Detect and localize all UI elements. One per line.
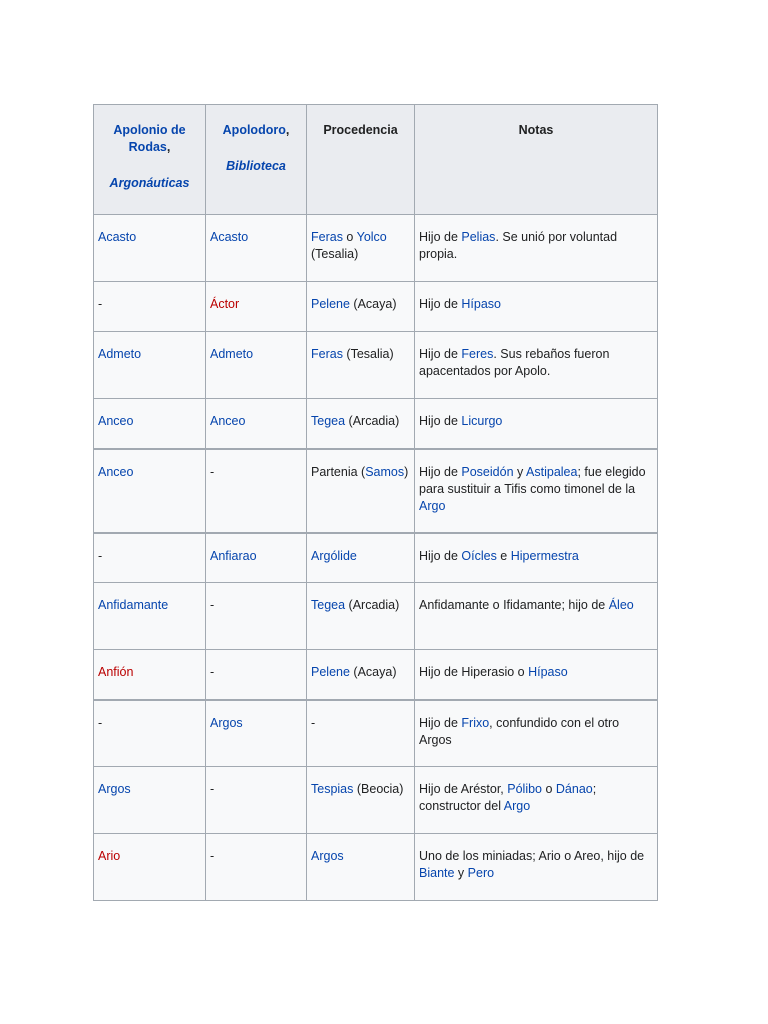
cell-apolodoro [206, 215, 307, 282]
cell-text: o [342, 230, 357, 244]
cell-procedencia [307, 650, 415, 700]
cell-notas [415, 700, 658, 767]
cell-link[interactable]: Pelene [311, 665, 350, 679]
table-row [94, 449, 658, 533]
cell-apolonio [94, 449, 206, 533]
cell-notas [415, 282, 658, 332]
table-row [94, 834, 658, 901]
cell-procedencia [307, 332, 415, 399]
cell-link[interactable]: Argo [419, 498, 446, 513]
cell-apolonio [94, 700, 206, 767]
cell-text: - [98, 548, 103, 563]
table-row [94, 332, 658, 399]
cell-link[interactable]: Admeto [98, 347, 142, 361]
cell-procedencia [307, 834, 415, 901]
cell-apolodoro [206, 583, 307, 650]
cell-link[interactable]: Pelias [461, 230, 496, 244]
cell-apolonio [94, 834, 206, 901]
cell-apolonio [94, 332, 206, 399]
cell-redlink[interactable]: Ario [98, 849, 121, 863]
cell-text: ; constructor del [419, 782, 597, 813]
table-row [94, 399, 658, 449]
cell-text: Hijo de [419, 548, 462, 563]
header-apolodoro-link[interactable]: Apolodoro [222, 123, 286, 137]
cell-text: (Acaya) [349, 665, 397, 679]
cell-apolonio [94, 583, 206, 650]
cell-text: . Se unió por voluntad propia. [419, 230, 618, 261]
cell-redlink[interactable]: Áctor [210, 297, 240, 311]
cell-text: - [210, 665, 215, 679]
header-apolonio [94, 105, 206, 215]
cell-text: (Arcadia) [345, 414, 400, 428]
cell-notas [415, 834, 658, 901]
table-row [94, 215, 658, 282]
cell-link[interactable]: Argos [210, 715, 243, 730]
cell-text: o [542, 782, 556, 796]
cell-text: Hijo de [419, 297, 462, 311]
cell-text: Partenia ( [311, 464, 366, 479]
cell-link[interactable]: Biante [419, 866, 455, 880]
cell-link[interactable]: Pólibo [507, 782, 542, 796]
header-apolodoro [206, 105, 307, 215]
cell-text: Hijo de [419, 230, 462, 244]
cell-procedencia [307, 700, 415, 767]
table-row [94, 650, 658, 700]
cell-apolodoro [206, 332, 307, 399]
cell-apolodoro [206, 700, 307, 767]
cell-procedencia [307, 282, 415, 332]
cell-text: - [210, 849, 215, 863]
cell-notas [415, 650, 658, 700]
cell-text: Hijo de [419, 464, 462, 479]
table-row [94, 583, 658, 650]
cell-text: y [454, 866, 468, 880]
cell-apolonio [94, 399, 206, 449]
cell-link[interactable]: Anceo [98, 414, 134, 428]
cell-apolonio [94, 767, 206, 834]
cell-text: - [210, 782, 215, 796]
cell-link[interactable]: Pelene [311, 297, 350, 311]
cell-link[interactable]: Anfiarao [210, 548, 257, 563]
cell-link[interactable]: Astipalea [526, 464, 578, 479]
cell-apolodoro [206, 834, 307, 901]
cell-text: Uno de los miniadas; Ario o Areo, hijo de [419, 849, 645, 863]
cell-text: Hijo de [419, 347, 462, 361]
cell-link[interactable]: Anceo [210, 414, 246, 428]
cell-text: ) [404, 464, 409, 479]
header-procedencia: Procedencia [307, 105, 415, 215]
cell-text: ; fue elegido para sustituir a Tifis como timonel de la [419, 464, 646, 496]
cell-procedencia [307, 449, 415, 533]
cell-link[interactable]: Argólide [311, 548, 357, 563]
cell-text: (Acaya) [349, 297, 397, 311]
cell-notas [415, 215, 658, 282]
cell-notas [415, 767, 658, 834]
header-argonauticas-link[interactable]: Argonáuticas [109, 176, 190, 190]
cell-link[interactable]: Acasto [210, 230, 249, 244]
cell-text: Hijo de Aréstor, [419, 782, 508, 796]
cell-link[interactable]: Yolco [356, 230, 387, 244]
cell-link[interactable]: Licurgo [461, 414, 503, 428]
header-notas: Notas [415, 105, 658, 215]
cell-apolodoro [206, 449, 307, 533]
cell-apolonio [94, 282, 206, 332]
cell-apolodoro [206, 767, 307, 834]
cell-link[interactable]: Anfidamante [98, 598, 169, 612]
cell-link[interactable]: Oícles [461, 548, 497, 563]
cell-procedencia [307, 583, 415, 650]
argonauts-table [93, 104, 658, 901]
table-header-row [94, 105, 658, 215]
cell-apolodoro [206, 399, 307, 449]
cell-text: (Beocia) [353, 782, 404, 796]
cell-link[interactable]: Feras [311, 230, 343, 244]
cell-link[interactable]: Argos [98, 782, 131, 796]
cell-link[interactable]: Hípaso [461, 297, 501, 311]
cell-notas [415, 533, 658, 583]
cell-text: - [311, 715, 316, 730]
cell-link[interactable]: Hípaso [528, 665, 568, 679]
cell-text: , confundido con el otro Argos [419, 715, 620, 747]
cell-link[interactable]: Tegea [311, 598, 346, 612]
cell-link[interactable]: Samos [365, 464, 405, 479]
cell-text: y [513, 464, 527, 479]
cell-notas [415, 399, 658, 449]
cell-text: - [210, 464, 215, 479]
cell-text: . Sus rebaños fueron apacentados por Apolo. [419, 347, 610, 378]
cell-text: - [98, 297, 103, 311]
cell-link[interactable]: Frixo [461, 715, 490, 730]
cell-link[interactable]: Anceo [98, 464, 134, 479]
cell-procedencia [307, 767, 415, 834]
cell-redlink[interactable]: Anfión [98, 665, 134, 679]
cell-text: - [98, 715, 103, 730]
cell-text: e [496, 548, 511, 563]
cell-link[interactable]: Feres [461, 347, 494, 361]
cell-apolodoro [206, 533, 307, 583]
table-row [94, 767, 658, 834]
table-body [94, 215, 658, 901]
cell-link[interactable]: Tegea [311, 414, 346, 428]
cell-apolonio [94, 650, 206, 700]
cell-apolodoro [206, 650, 307, 700]
table-row [94, 282, 658, 332]
header-apolodoro-comma: , [285, 123, 290, 137]
cell-text: Hijo de [419, 414, 462, 428]
cell-link[interactable]: Poseidón [461, 464, 514, 479]
cell-notas [415, 332, 658, 399]
cell-text: (Tesalia) [342, 347, 394, 361]
cell-link[interactable]: Hipermestra [510, 548, 579, 563]
cell-procedencia [307, 533, 415, 583]
cell-link[interactable]: Argo [503, 799, 531, 813]
cell-procedencia [307, 215, 415, 282]
cell-notas [415, 583, 658, 650]
cell-apolodoro [206, 282, 307, 332]
cell-link[interactable]: Argos [311, 849, 344, 863]
cell-text: (Tesalia) [311, 247, 359, 261]
cell-text: Hijo de Hiperasio o [419, 665, 529, 679]
cell-link[interactable]: Feras [311, 347, 343, 361]
cell-link[interactable]: Pero [467, 866, 495, 880]
cell-link[interactable]: Tespias [311, 782, 354, 796]
cell-text: (Arcadia) [345, 598, 400, 612]
cell-link[interactable]: Áleo [608, 598, 634, 612]
table-row [94, 700, 658, 767]
cell-text: Anfidamante o Ifidamante; hijo de [419, 598, 609, 612]
cell-link[interactable]: Acasto [98, 230, 137, 244]
cell-link[interactable]: Dánao [555, 782, 593, 796]
cell-apolonio [94, 215, 206, 282]
cell-text: Hijo de [419, 715, 462, 730]
header-apolonio-link[interactable]: Apolonio de Rodas [113, 123, 186, 154]
cell-text: - [210, 598, 215, 612]
cell-procedencia [307, 399, 415, 449]
header-apolonio-comma: , [166, 140, 171, 154]
cell-notas [415, 449, 658, 533]
cell-link[interactable]: Admeto [210, 347, 254, 361]
table-row [94, 533, 658, 583]
header-biblioteca-link[interactable]: Biblioteca [226, 159, 286, 173]
cell-apolonio [94, 533, 206, 583]
